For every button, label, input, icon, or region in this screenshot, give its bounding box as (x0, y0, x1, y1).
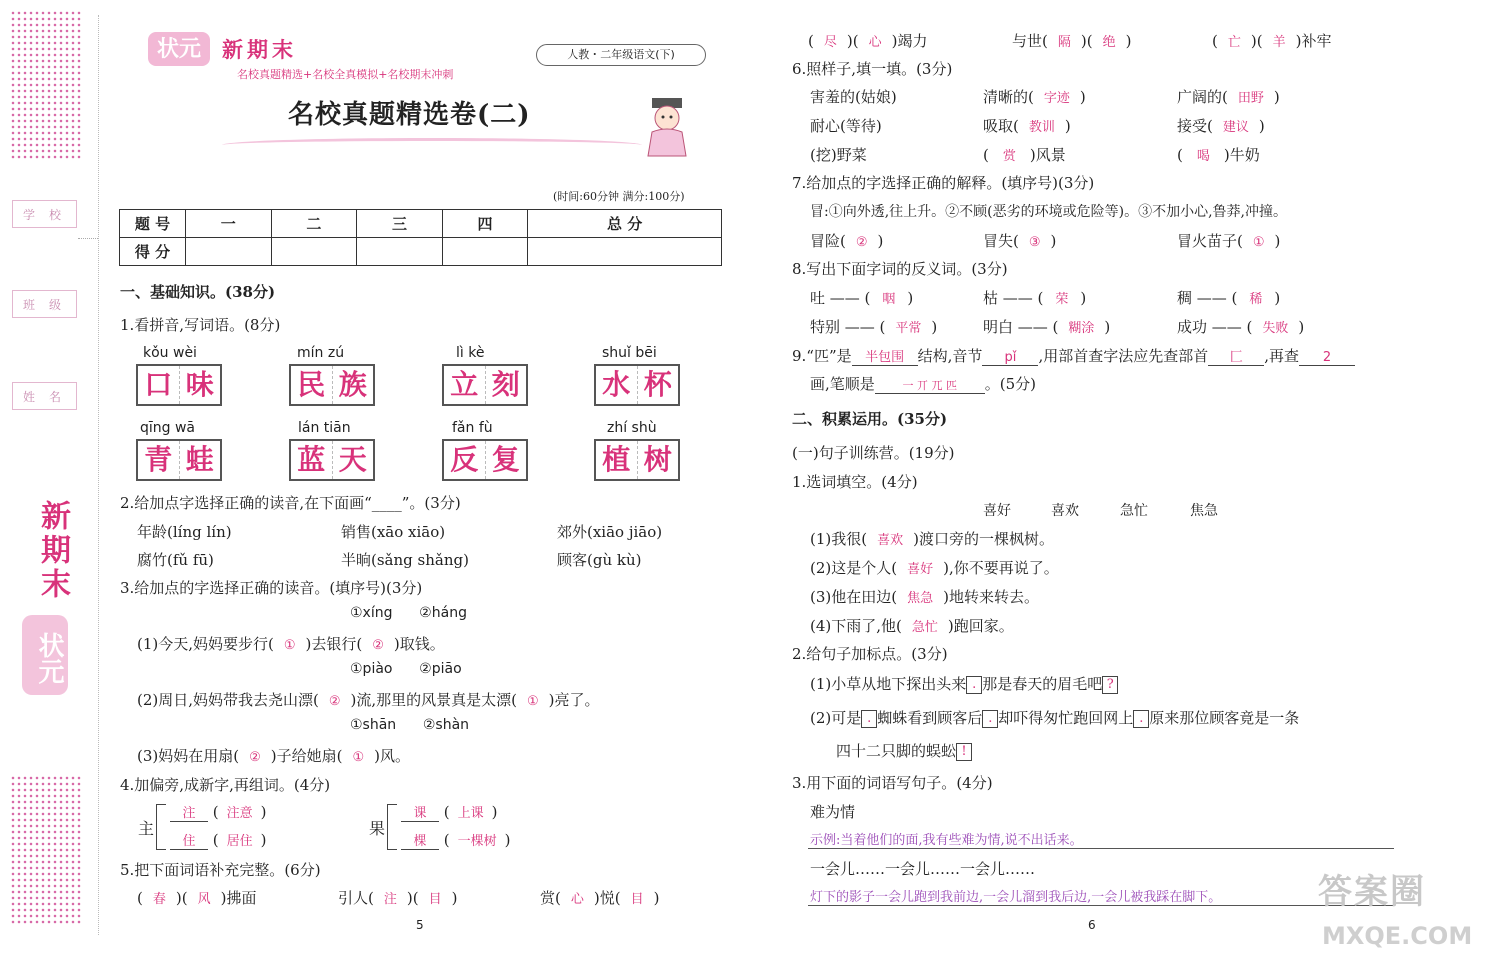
answer: 喜欢 (877, 533, 904, 548)
q2-3-title: 3.用下面的词语写句子。(4分) (792, 774, 993, 792)
q2-item[interactable]: 郊外(xiāo jiāo) (557, 523, 663, 541)
text: (3)妈妈在用扇( (137, 747, 240, 765)
q4-row[interactable] (401, 802, 498, 822)
punct-box[interactable]: ? (1102, 676, 1118, 694)
text: (3)他在田边( (810, 588, 898, 606)
answer[interactable]: 一 丌 兀 匹 (875, 377, 985, 394)
char-answer: 刻 (491, 368, 520, 401)
cartoon-scholar-icon (640, 96, 694, 158)
score-header-cell: 四 (442, 210, 528, 238)
score-table (119, 209, 722, 266)
vertical-seal-logo: 状元 (22, 615, 68, 695)
q8-item[interactable]: 成功 —— ( 失败 ) (1177, 318, 1305, 336)
text: 结构,音节 (917, 347, 983, 365)
text: (4)下雨了,他( (810, 617, 902, 635)
q6-item[interactable] (983, 144, 1066, 165)
answer: 绝 (1102, 35, 1116, 50)
sentence-word: 一会儿……一会儿……一会儿…… (810, 860, 1036, 878)
answer: 糊涂 (1068, 321, 1095, 336)
text: )跑回家。 (947, 617, 1014, 635)
q2-item[interactable]: 腐竹(fǔ fū) (137, 551, 214, 569)
bracket-close: ) (504, 831, 511, 849)
char-box[interactable] (442, 439, 528, 481)
answer[interactable]: 匚 (1208, 346, 1264, 366)
written-sentence[interactable]: 示例:当着他们的面,我有些难为情,说不出话来。 (810, 833, 1083, 848)
q8-item[interactable]: 吐 —— ( 咽 ) (810, 289, 914, 307)
text: )亮了。 (548, 691, 600, 709)
score-cell[interactable] (186, 238, 272, 266)
char-box[interactable] (289, 364, 375, 406)
text: 赏 (540, 889, 556, 907)
pinyin: lán tiān (298, 420, 351, 436)
text: )渡口旁的一棵枫树。 (913, 530, 1054, 548)
q6-item[interactable] (1177, 144, 1260, 165)
q5-title: 5.把下面词语补充完整。(6分) (120, 861, 321, 879)
char-answer: 复 (491, 443, 520, 476)
watermark-url: MXQE.COM (1322, 922, 1473, 950)
answer: 尽 (823, 35, 837, 50)
answer[interactable]: ① (283, 638, 296, 653)
text: 冒火苗子( (1177, 232, 1243, 250)
char-answer: 族 (338, 368, 367, 401)
text: ) (1064, 117, 1071, 135)
watermark-logo: 答案圈 (1318, 872, 1426, 912)
answer-word: 一棵树 (457, 834, 497, 849)
writing-line (808, 848, 1394, 849)
time-info: (时间:60分钟 满分:100分) (553, 190, 685, 203)
answer: 建议 (1222, 120, 1249, 135)
text: )取钱。 (393, 635, 445, 653)
answer[interactable]: ① (352, 750, 365, 765)
answer: 风 (197, 892, 211, 907)
pinyin: kǒu wèi (143, 345, 197, 361)
section2-title: 二、积累运用。(35分) (792, 410, 948, 428)
page-title: 名校真题精选卷(二) (288, 100, 531, 130)
vertical-brand-title: 新期末 (35, 500, 70, 602)
q4-base-char: 果 (369, 819, 386, 838)
q4-row[interactable] (170, 802, 267, 822)
text: )地转来转去。 (943, 588, 1039, 606)
score-cell[interactable] (271, 238, 357, 266)
pinyin: zhí shù (607, 420, 657, 436)
answer: 田野 (1237, 91, 1264, 106)
q2-item[interactable]: 顾客(gù kù) (557, 551, 642, 569)
text: 引人 (338, 889, 369, 907)
text: 蜘蛛看到顾客后 (877, 709, 983, 727)
answer: 咽 (882, 292, 896, 307)
edition-label: 人教・二年级语文(下) (536, 44, 706, 66)
bracket-close: ) (491, 803, 498, 821)
bracket-close: ) (260, 831, 267, 849)
answer: 稀 (1249, 292, 1263, 307)
char-answer: 味 (185, 368, 214, 401)
answer: 心 (868, 35, 882, 50)
text: 冒失( (983, 232, 1019, 250)
answer-char: 注 (170, 802, 208, 822)
punct-sentence (810, 707, 1299, 728)
score-header-cell: 二 (271, 210, 357, 238)
char-answer: 水 (596, 366, 638, 404)
text: 吐 —— ( (810, 289, 871, 307)
answer: 荣 (1055, 292, 1069, 307)
bracket-close: ) (260, 803, 267, 821)
text: (1)今天,妈妈要步行( (137, 635, 274, 653)
answer: 焦急 (907, 591, 934, 606)
score-cell[interactable] (528, 238, 722, 266)
text: 吸取( (983, 117, 1019, 135)
answer: 失败 (1262, 321, 1289, 336)
text: ) (1079, 88, 1086, 106)
punct-sentence (836, 740, 972, 761)
text: ) (1273, 88, 1280, 106)
text: )去银行( (305, 635, 363, 653)
text: 稠 —— ( (1177, 289, 1238, 307)
q4-row[interactable] (170, 830, 267, 850)
q4-title: 4.加偏旁,成新字,再组词。(4分) (120, 776, 331, 794)
char-answer: 杯 (643, 368, 672, 401)
answer[interactable]: ② (328, 694, 341, 709)
char-answer: 反 (444, 441, 486, 479)
answer: 隔 (1057, 35, 1071, 50)
punct-sentence (810, 673, 1118, 694)
word-bank-item: 焦急 (1190, 503, 1218, 519)
text: ,用部首查字法应先查部首 (1038, 347, 1209, 365)
char-answer: 口 (138, 366, 180, 404)
score-cell[interactable] (442, 238, 528, 266)
score-header-cell: 题 号 (120, 210, 186, 238)
text: )子给她扇( (270, 747, 343, 765)
answer: 春 (152, 892, 166, 907)
answer-char: 棵 (401, 830, 439, 850)
text: )流,那里的风景真是太漂( (350, 691, 518, 709)
q7-item[interactable]: 冒火苗子( ① ) (1177, 232, 1281, 250)
punct-box[interactable]: . (966, 676, 982, 694)
q6-item: 害羞的(姑娘) (810, 88, 897, 106)
q8-item[interactable]: 特别 —— ( 平常 ) (810, 318, 938, 336)
q2-1-title: 1.选词填空。(4分) (792, 473, 918, 491)
answer: 平常 (895, 321, 922, 336)
punct-box[interactable]: ! (956, 743, 972, 761)
q5-idiom[interactable]: 引人( 注 )( 目 ) (338, 889, 458, 907)
text: 成功 —— ( (1177, 318, 1253, 336)
q4-bracket (156, 804, 166, 850)
answer: 字迹 (1043, 91, 1070, 106)
text: 与世 (1012, 32, 1043, 50)
char-answer: 植 (596, 441, 638, 479)
char-answer: 树 (643, 443, 672, 476)
text: ( (983, 146, 989, 164)
char-answer: 蛙 (185, 443, 214, 476)
char-box[interactable] (594, 439, 680, 481)
q4-row[interactable] (401, 830, 511, 850)
char-box[interactable] (289, 439, 375, 481)
answer[interactable]: pǐ (982, 350, 1038, 366)
q5-idiom[interactable]: ( 尽 )( 心 )竭力 (808, 32, 928, 50)
answer: 喝 (1196, 149, 1210, 164)
bracket-open: ( (212, 831, 219, 849)
text: 接受( (1177, 117, 1213, 135)
fill-sentence[interactable] (810, 615, 1014, 636)
text: 清晰的( (983, 88, 1034, 106)
answer: ② (855, 235, 868, 250)
brand-name: 新期末 (222, 38, 297, 62)
sentence-word: 难为情 (810, 803, 856, 821)
word-bank-item: 急忙 (1120, 503, 1148, 519)
pinyin: fǎn fù (452, 420, 493, 436)
text: 补牢 (1301, 32, 1332, 50)
q6-item: 耐心(等待) (810, 117, 882, 135)
q5-idiom[interactable]: ( 春 )( 风 )拂面 (137, 889, 257, 907)
q8-item[interactable]: 枯 —— ( 荣 ) (983, 289, 1087, 307)
word-bank-item: 喜好 (983, 503, 1011, 519)
word-bank-item: 喜欢 (1051, 503, 1079, 519)
text: 那是春天的眉毛吧 (982, 675, 1103, 693)
q8-item[interactable]: 稠 —— ( 稀 ) (1177, 289, 1281, 307)
text: )风景 (1029, 146, 1066, 164)
answer[interactable]: ② (249, 750, 261, 765)
q3-options: ①shān ②shàn (350, 717, 470, 733)
page-number-left: 5 (416, 918, 424, 932)
q8-item[interactable]: 明白 —— ( 糊涂 ) (983, 318, 1111, 336)
seal-logo: 状元 (148, 32, 210, 66)
char-box[interactable] (136, 364, 222, 406)
bracket-open: ( (443, 803, 450, 821)
q5-idiom[interactable]: 赏( 心 )悦( 目 ) (540, 889, 660, 907)
q8-title: 8.写出下面字词的反义词。(3分) (792, 260, 1008, 278)
answer: 喜好 (907, 562, 934, 577)
q2-item[interactable]: 年龄(líng lín) (137, 523, 232, 541)
text: )风。 (374, 747, 410, 765)
section1-title: 一、基础知识。(38分) (120, 283, 276, 301)
text: (1)我很( (810, 530, 868, 548)
punct-box[interactable]: . (1133, 710, 1149, 728)
margin-dots-top (10, 10, 82, 160)
q6-item[interactable] (1177, 115, 1265, 136)
q3-options: ①piào ②piāo (350, 661, 462, 677)
school-field[interactable]: 学校 (12, 200, 77, 228)
pinyin: lì kè (456, 345, 485, 361)
brand-subtitle: 名校真题精选+名校全真模拟+名校期末冲刺 (237, 68, 454, 81)
q6-item: (挖)野菜 (810, 146, 867, 164)
answer-char: 课 (401, 802, 439, 822)
char-answer: 蓝 (291, 441, 333, 479)
written-sentence[interactable]: 灯下的影子一会儿跑到我前边,一会儿溜到我后边,一会儿被我踩在脚下。 (810, 890, 1222, 905)
bracket-open: ( (212, 803, 219, 821)
q3-sentence (137, 633, 445, 654)
char-answer: 天 (338, 443, 367, 476)
text: 。(5分) (984, 375, 1037, 393)
pinyin: shuǐ bēi (602, 345, 657, 361)
answer[interactable]: ② (372, 638, 384, 653)
answer-word: 上课 (457, 806, 484, 821)
q2-2-title: 2.给句子加标点。(3分) (792, 645, 948, 663)
text: ( (1177, 146, 1183, 164)
char-box[interactable] (594, 364, 680, 406)
q6-title: 6.照样子,填一填。(3分) (792, 60, 953, 78)
answer: 注 (383, 892, 397, 907)
text: 画,笔顺是 (810, 375, 875, 393)
pinyin: mín zú (297, 345, 345, 361)
q5-idiom[interactable]: 与世( 隔 )( 绝 ) (1012, 32, 1132, 50)
text: 冒险( (810, 232, 846, 250)
answer-char: 住 (170, 830, 208, 850)
score-header-cell: 一 (186, 210, 272, 238)
answer: 目 (428, 892, 442, 907)
q4-base-char: 主 (138, 819, 155, 838)
answer: 目 (630, 892, 644, 907)
cut-line (98, 15, 99, 935)
text: 广阔的( (1177, 88, 1228, 106)
q5-idiom[interactable]: ( 亡 )( 羊 )补牢 (1212, 32, 1332, 50)
answer[interactable]: ① (527, 694, 539, 709)
text: ) (1258, 117, 1265, 135)
bracket-open: ( (443, 831, 450, 849)
text: (2)可是 (810, 709, 862, 727)
char-answer: 青 (138, 441, 180, 479)
page-number-right: 6 (1088, 918, 1096, 932)
text: 却吓得匆忙跑回网上 (998, 709, 1134, 727)
q3-sentence (137, 689, 600, 710)
answer: 教训 (1028, 120, 1055, 135)
answer[interactable]: 半包围 (852, 346, 918, 366)
title-swoosh (222, 138, 642, 152)
name-field[interactable]: 姓名 (12, 382, 77, 410)
answer-word: 居住 (226, 834, 253, 849)
q7-item[interactable]: 冒失( ③ ) (983, 232, 1057, 250)
q2-title: 2.给加点字选择正确的读音,在下面画“____”。(3分) (120, 494, 461, 512)
answer: 赏 (1002, 149, 1016, 164)
answer: ① (1252, 235, 1265, 250)
q7-item[interactable]: 冒险( ② ) (810, 232, 884, 250)
margin-dots-bottom (10, 775, 82, 925)
text: 特别 —— ( (810, 318, 886, 336)
punct-box[interactable]: . (982, 710, 998, 728)
school-line (78, 238, 98, 239)
score-header-cell: 三 (357, 210, 443, 238)
text: )牛奶 (1223, 146, 1260, 164)
char-box[interactable] (442, 364, 528, 406)
text: 9.“匹”是 (792, 347, 852, 365)
text: 明白 —— ( (983, 318, 1059, 336)
q2-item[interactable]: 销售(xāo xiāo) (341, 523, 446, 541)
text: 拂面 (226, 889, 257, 907)
fill-sentence[interactable] (810, 528, 1054, 549)
q7-title: 7.给加点的字选择正确的解释。(填序号)(3分) (792, 174, 1095, 192)
text: 枯 —— ( (983, 289, 1044, 307)
char-answer: 民 (291, 366, 333, 404)
q3-title: 3.给加点的字选择正确的读音。(填序号)(3分) (120, 579, 423, 597)
text: ,再查 (1264, 347, 1299, 365)
subsection-title: (一)句子训练营。(19分) (792, 444, 955, 462)
answer: 亡 (1227, 35, 1241, 50)
score-cell[interactable] (357, 238, 443, 266)
q6-item[interactable] (983, 86, 1086, 107)
fill-sentence[interactable] (810, 557, 1059, 578)
q6-item[interactable] (983, 115, 1071, 136)
text: (2)周日,妈妈带我去尧山漂( (137, 691, 319, 709)
answer: 羊 (1272, 35, 1286, 50)
q2-item[interactable]: 半晌(sǎng shǎng) (341, 551, 469, 569)
answer-word: 注意 (226, 806, 253, 821)
writing-line (808, 905, 1394, 906)
punct-box[interactable]: . (861, 710, 877, 728)
fill-sentence[interactable] (810, 586, 1039, 607)
answer: 急忙 (911, 620, 938, 635)
text: 四十二只脚的蜈蚣 (836, 742, 957, 760)
score-header-cell: 总 分 (528, 210, 722, 238)
answer: 心 (570, 892, 584, 907)
answer[interactable]: 2 (1299, 350, 1355, 366)
text: (1)小草从地下探出头来 (810, 675, 967, 693)
text: 原来那位顾客竟是一条 (1149, 709, 1300, 727)
q3-sentence (137, 745, 410, 766)
pinyin: qīng wā (140, 420, 196, 436)
text: 悦 (599, 889, 615, 907)
score-row-label: 得 分 (120, 238, 186, 266)
q3-options: ①xíng ②háng (350, 605, 467, 621)
char-answer: 立 (444, 366, 486, 404)
q4-bracket (387, 804, 397, 850)
answer: ③ (1028, 235, 1041, 250)
q9-line2 (810, 373, 1036, 394)
char-box[interactable] (136, 439, 222, 481)
q1-title: 1.看拼音,写词语。(8分) (120, 316, 281, 334)
q7-definition: 冒:①向外透,往上升。②不顾(恶劣的环境或危险等)。③不加小心,鲁莽,冲撞。 (810, 204, 1287, 220)
q9-line1 (792, 345, 1355, 366)
q6-item[interactable] (1177, 86, 1280, 107)
text: ),你不要再说了。 (943, 559, 1059, 577)
text: (2)这是个人( (810, 559, 898, 577)
text: 竭力 (897, 32, 928, 50)
class-field[interactable]: 班级 (12, 290, 77, 318)
